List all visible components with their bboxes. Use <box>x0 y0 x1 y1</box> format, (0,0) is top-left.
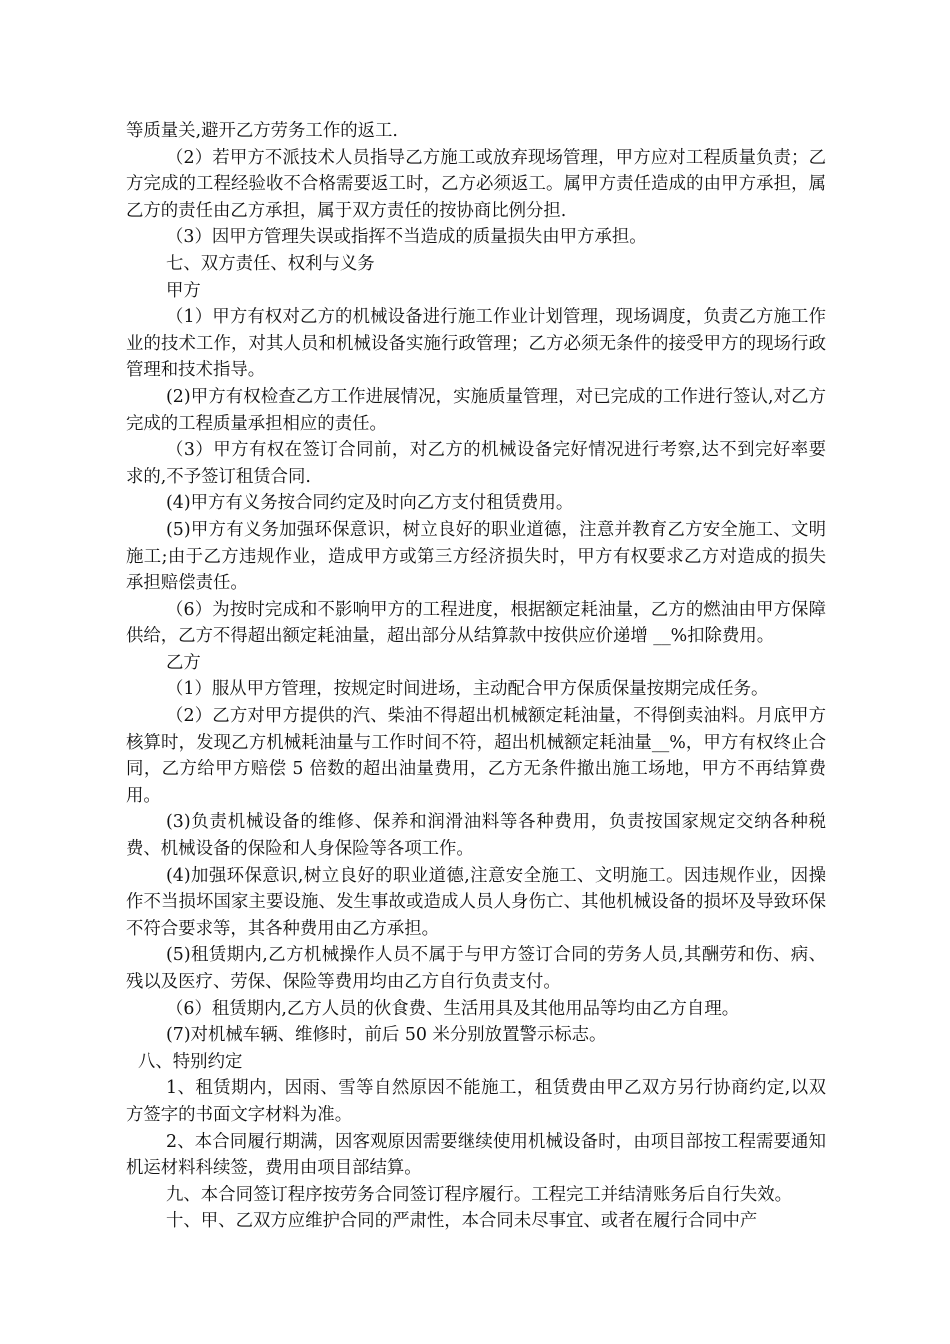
party-b-heading: 乙方 <box>166 652 201 673</box>
party-a-item-1: （1）甲方有权对乙方的机械设备进行施工作业计划管理，现场调度，负责乙方施工作业的技术工作，对其人员和机械设备实施行政管理；乙方必须无条件的接受甲方的现场行政管理和技术指导。 <box>126 307 826 381</box>
party-b-item-1: （1）服从甲方管理，按规定时间进场，主动配合甲方保质保量按期完成任务。 <box>166 679 769 700</box>
party-b-item-7: (7)对机械车辆、维修时，前后 50 米分别放置警示标志。 <box>166 1025 607 1046</box>
special-term-1: 1、租赁期内，因雨、雪等自然原因不能施工，租赁费由甲乙双方另行协商约定,以双方签字的书面文字材料为准。 <box>126 1078 826 1125</box>
special-term-2: 2、本合同履行期满，因客观原因需要继续使用机械设备时，由项目部按工程需要通知机运材料科续签，费用由项目部结算。 <box>126 1131 826 1179</box>
paragraph-continuation: 等质量关,避开乙方劳务工作的返工. <box>126 121 398 141</box>
party-a-item-4: (4)甲方有义务按合同约定及时向乙方支付租赁费用。 <box>166 493 574 514</box>
section-heading-7: 七、双方责任、权利与义务 <box>166 253 375 274</box>
paragraph-quality-2: （2）若甲方不派技术人员指导乙方施工或放弃现场管理，甲方应对工程质量负责；乙方完成的工程经验收不合格需要返工时，乙方必须返工。属甲方责任造成的由甲方承担，属乙方的责任由乙方承担，属于双方责任的按协商比例分担. <box>126 147 826 221</box>
party-b-item-2: （2）乙方对甲方提供的汽、柴油不得超出机械额定耗油量，不得倒卖油料。月底甲方核算时，发现乙方机械耗油量与工作时间不符，超出机械额定耗油量__%，甲方有权终止合同，乙方给甲方赔偿 5 倍数的超出油量费用，乙方无条件撤出施工场地，甲方不再结算费用。 <box>126 706 826 806</box>
party-b-item-4: (4)加强环保意识,树立良好的职业道德,注意安全施工、文明施工。因违规作业，因操作不当损坏国家主要设施、发生事故或造成人员人身伤亡、其他机械设备的损坏及导致环保不符合要求等，其各种费用由乙方承担。 <box>126 865 826 939</box>
section-9: 九、本合同签订程序按劳务合同签订程序履行。工程完工并结清账务后自行失效。 <box>166 1184 793 1205</box>
party-b-item-6: （6）租赁期内,乙方人员的伙食费、生活用具及其他用品等均由乙方自理。 <box>166 998 740 1019</box>
party-b-item-3: (3)负责机械设备的维修、保养和润滑油料等各种费用，负责按国家规定交纳各种税费、机械设备的保险和人身保险等各项工作。 <box>126 812 826 860</box>
party-a-item-3: （3）甲方有权在签订合同前，对乙方的机械设备完好情况进行考察,达不到完好率要求的,不予签订租赁合同. <box>126 440 826 487</box>
document-page <box>126 118 826 1235</box>
paragraph-quality-3: （3）因甲方管理失误或指挥不当造成的质量损失由甲方承担。 <box>166 227 647 248</box>
party-a-heading: 甲方 <box>166 280 201 301</box>
party-a-item-6: （6）为按时完成和不影响甲方的工程进度，根据额定耗油量，乙方的燃油由甲方保障供给，乙方不得超出额定耗油量，超出部分从结算款中按供应价递增 __%扣除费用。 <box>126 599 826 647</box>
section-heading-8: 八、特别约定 <box>138 1051 243 1072</box>
party-a-item-5: (5)甲方有义务加强环保意识，树立良好的职业道德，注意并教育乙方安全施工、文明施工;由于乙方违规作业，造成甲方或第三方经济损失时，甲方有权要求乙方对造成的损失承担赔偿责任。 <box>126 519 826 594</box>
party-a-item-2: (2)甲方有权检查乙方工作进展情况，实施质量管理，对已完成的工作进行签认,对乙方完成的工程质量承担相应的责任。 <box>126 386 826 434</box>
section-10: 十、甲、乙双方应维护合同的严肃性，本合同未尽事宜、或者在履行合同中产 <box>166 1211 758 1232</box>
party-b-item-5: (5)租赁期内,乙方机械操作人员不属于与甲方签订合同的劳务人员,其酬劳和伤、病、残以及医疗、劳保、保险等费用均由乙方自行负责支付。 <box>126 945 826 992</box>
